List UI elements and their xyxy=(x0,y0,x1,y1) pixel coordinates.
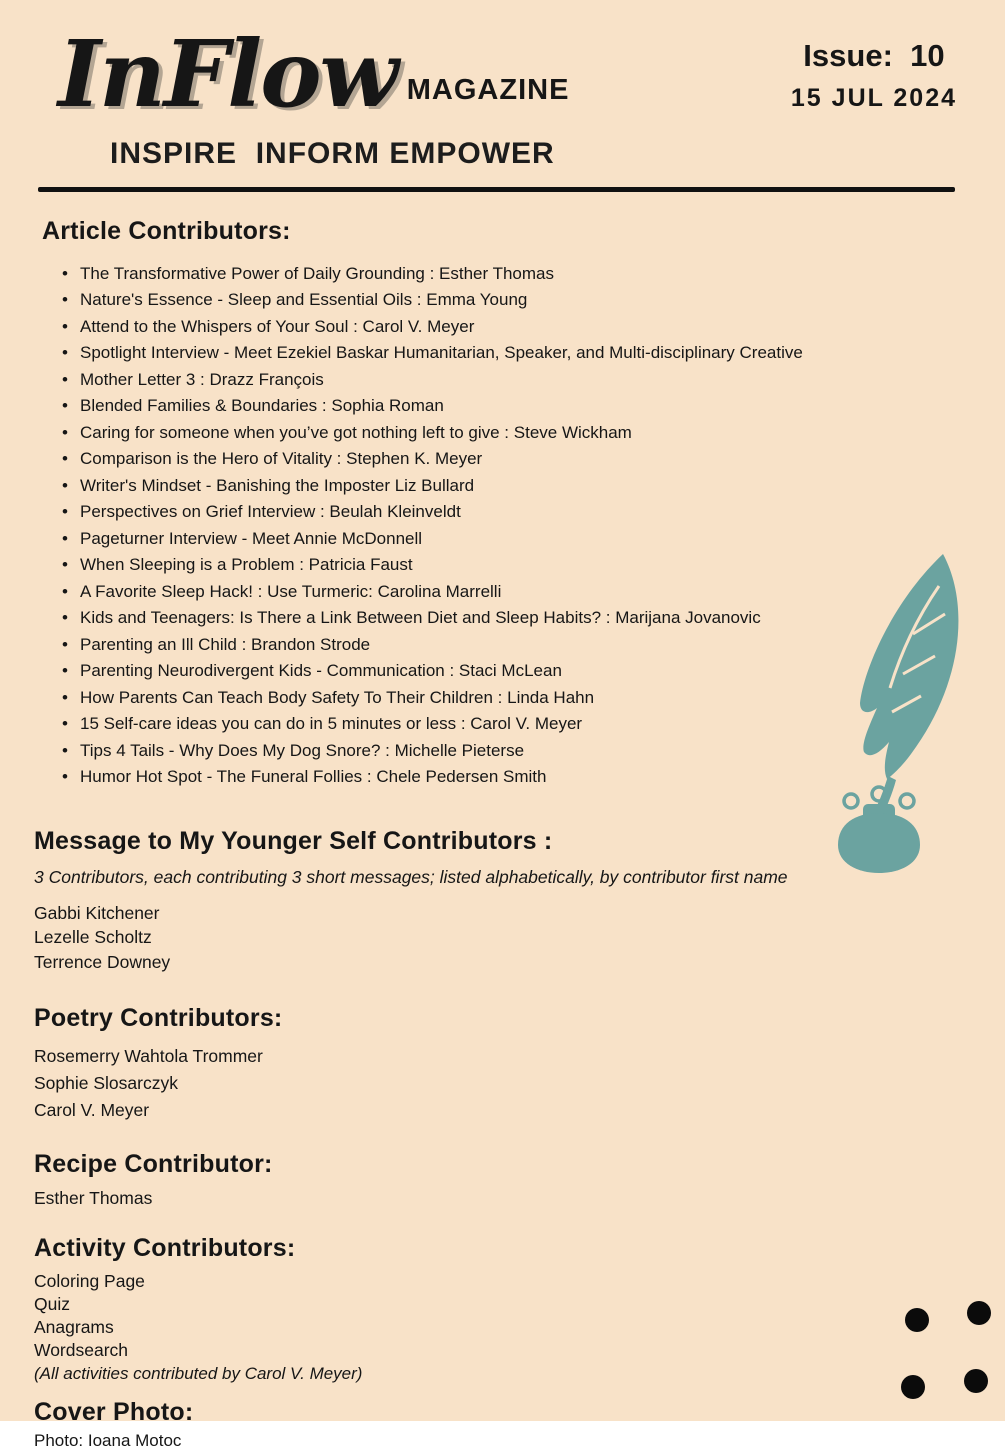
article-item: • Attend to the Whispers of Your Soul : Carol V. Meyer xyxy=(62,314,900,341)
activity-item: Quiz xyxy=(34,1294,70,1315)
younger-self-heading: Message to My Younger Self Contributors : xyxy=(34,826,553,855)
magazine-logo: InFlow xyxy=(58,20,397,128)
header-divider xyxy=(38,187,955,192)
cover-photo-heading: Cover Photo: xyxy=(34,1398,194,1427)
issue-block xyxy=(791,38,957,113)
article-item: • Tips 4 Tails - Why Does My Dog Snore? : Michelle Pieterse xyxy=(62,738,900,765)
header xyxy=(0,0,1005,171)
activity-heading: Activity Contributors: xyxy=(34,1234,296,1263)
activity-list xyxy=(34,1270,965,1362)
article-item: • Spotlight Interview - Meet Ezekiel Baskar Humanitarian, Speaker, and Multi-disciplinary Creative xyxy=(62,340,900,367)
article-item: • Humor Hot Spot - The Funeral Follies : Chele Pedersen Smith xyxy=(62,764,900,791)
content xyxy=(0,217,1005,1451)
contributor-name: Rosemerry Wahtola Trommer xyxy=(34,1046,263,1067)
contributor-name: Gabbi Kitchener xyxy=(34,902,160,923)
article-item: • Perspectives on Grief Interview : Beulah Kleinveldt xyxy=(62,499,900,526)
contributor-name: Terrence Downey xyxy=(34,951,171,972)
article-item: • Caring for someone when you’ve got nothing left to give : Steve Wickham xyxy=(62,420,900,447)
logo-block xyxy=(58,20,570,171)
activity-note: (All activities contributed by Carol V. Meyer) xyxy=(34,1364,363,1384)
contributor-name: Lezelle Scholtz xyxy=(34,927,152,948)
poetry-heading: Poetry Contributors: xyxy=(34,1004,283,1033)
contributor-name: Esther Thomas xyxy=(34,1188,153,1209)
cover-photo-credit: Photo: Ioana Motoc xyxy=(34,1431,182,1451)
article-item: • 15 Self-care ideas you can do in 5 minutes or less : Carol V. Meyer xyxy=(62,711,900,738)
activity-item: Wordsearch xyxy=(34,1340,129,1361)
article-item: • Kids and Teenagers: Is There a Link Between Diet and Sleep Habits? : Marijana Jovanovic xyxy=(62,605,900,632)
article-item: • Writer's Mindset - Banishing the Imposter Liz Bullard xyxy=(62,473,900,500)
article-item: • Mother Letter 3 : Drazz François xyxy=(62,367,900,394)
contributor-name: Sophie Slosarczyk xyxy=(34,1073,178,1094)
article-item: • Parenting Neurodivergent Kids - Communication : Staci McLean xyxy=(62,658,900,685)
tagline: INSPIRE INFORM EMPOWER xyxy=(110,136,555,170)
recipe-names xyxy=(34,1186,965,1210)
logo-row xyxy=(58,20,570,128)
younger-self-note: 3 Contributors, each contributing 3 short messages; listed alphabetically, by contributor first name xyxy=(34,866,788,887)
magazine-label: MAGAZINE xyxy=(406,73,570,106)
article-item: • How Parents Can Teach Body Safety To Their Children : Linda Hahn xyxy=(62,685,900,712)
article-item: • Pageturner Interview - Meet Annie McDonnell xyxy=(62,526,900,553)
issue-number: Issue: 10 xyxy=(803,38,945,73)
article-item: • Parenting an Ill Child : Brandon Strode xyxy=(62,632,900,659)
activity-item: Coloring Page xyxy=(34,1271,145,1292)
article-contributors-list xyxy=(40,261,900,791)
article-item: • The Transformative Power of Daily Grounding : Esther Thomas xyxy=(62,261,900,288)
article-contributors-heading: Article Contributors: xyxy=(42,216,291,245)
article-item: • Blended Families & Boundaries : Sophia Roman xyxy=(62,393,900,420)
article-item: • A Favorite Sleep Hack! : Use Turmeric: Carolina Marrelli xyxy=(62,579,900,606)
issue-date: 15 JUL 2024 xyxy=(790,84,957,112)
poetry-names xyxy=(34,1043,965,1124)
article-item: • Comparison is the Hero of Vitality : Stephen K. Meyer xyxy=(62,446,900,473)
article-item: • Nature's Essence - Sleep and Essential Oils : Emma Young xyxy=(62,287,900,314)
article-item: • When Sleeping is a Problem : Patricia Faust xyxy=(62,552,900,579)
activity-item: Anagrams xyxy=(34,1317,114,1338)
recipe-heading: Recipe Contributor: xyxy=(34,1150,273,1179)
contributor-name: Carol V. Meyer xyxy=(34,1100,150,1121)
younger-self-names xyxy=(34,901,965,975)
